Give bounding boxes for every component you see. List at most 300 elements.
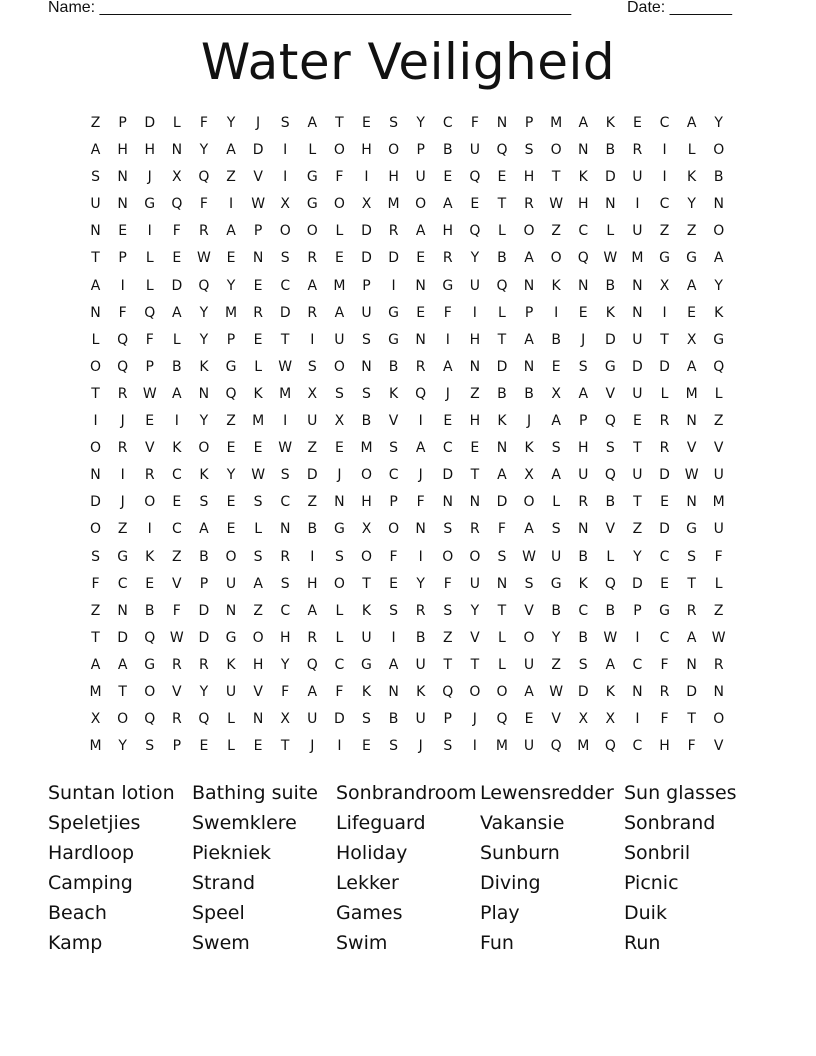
grid-letter: K <box>145 548 155 565</box>
grid-letter: A <box>605 656 616 673</box>
word-list-item: Play <box>480 902 520 924</box>
grid-letter: Q <box>144 304 156 321</box>
grid-letter: C <box>442 440 453 457</box>
grid-letter: W <box>549 196 564 213</box>
grid-letter: O <box>279 223 291 240</box>
grid-letter: U <box>551 548 562 565</box>
grid-letter: A <box>686 277 697 294</box>
grid-letter: C <box>171 467 182 484</box>
grid-letter: G <box>306 169 318 186</box>
grid-letter: D <box>659 467 670 484</box>
grid-letter: X <box>578 711 589 728</box>
grid-letter: S <box>145 738 155 755</box>
grid-letter: M <box>360 440 373 457</box>
grid-letter: L <box>687 142 696 159</box>
grid-letter: O <box>388 521 400 538</box>
grid-letter: B <box>578 548 589 565</box>
grid-letter: I <box>228 196 234 213</box>
grid-letter: D <box>279 304 291 321</box>
grid-letter: D <box>604 169 616 186</box>
grid-letter: Y <box>551 629 561 646</box>
grid-letter: S <box>199 494 209 511</box>
grid-letter: P <box>145 358 154 375</box>
grid-letter: Q <box>144 629 156 646</box>
grid-letter: L <box>335 602 344 619</box>
grid-letter: J <box>120 494 125 511</box>
grid-letter: U <box>90 196 101 213</box>
grid-letter: U <box>307 413 318 430</box>
grid-letter: W <box>603 629 618 646</box>
grid-letter: K <box>172 440 182 457</box>
grid-letter: A <box>442 196 453 213</box>
grid-letter: B <box>388 358 399 375</box>
grid-letter: T <box>687 711 696 728</box>
grid-letter: G <box>550 575 562 592</box>
grid-letter: L <box>498 656 506 673</box>
grid-letter: W <box>711 629 726 646</box>
grid-letter: N <box>279 521 291 538</box>
grid-letter: K <box>361 683 372 700</box>
grid-letter: J <box>581 331 586 348</box>
grid-letter: U <box>469 277 480 294</box>
grid-letter: I <box>554 304 559 321</box>
grid-letter: L <box>498 304 506 321</box>
grid-letter: K <box>605 304 615 321</box>
grid-letter: D <box>442 467 454 484</box>
grid-letter: Z <box>90 115 101 131</box>
grid-letter: K <box>199 467 209 484</box>
grid-letter: N <box>90 467 101 484</box>
grid-letter: A <box>307 683 318 700</box>
grid-letter: A <box>713 250 724 267</box>
grid-letter: M <box>550 115 563 131</box>
grid-letter: B <box>551 602 561 619</box>
grid-letter: Q <box>496 277 508 294</box>
grid-letter: B <box>605 494 616 511</box>
grid-letter: K <box>578 169 588 186</box>
grid-letter: F <box>389 548 398 565</box>
grid-letter: G <box>225 358 237 375</box>
grid-letter: R <box>307 304 318 321</box>
grid-letter: P <box>524 304 534 321</box>
grid-letter: E <box>362 115 371 131</box>
word-list-item: Strand <box>192 872 256 894</box>
grid-letter: R <box>632 142 643 159</box>
grid-letter: B <box>442 142 453 159</box>
grid-letter: G <box>442 277 454 294</box>
grid-letter: Q <box>415 385 427 402</box>
word-list-item: Games <box>336 902 403 924</box>
grid-letter: N <box>632 304 643 321</box>
grid-letter: E <box>334 440 344 457</box>
grid-letter: Q <box>198 169 210 186</box>
grid-letter: D <box>171 277 183 294</box>
grid-letter: F <box>172 602 181 619</box>
grid-letter: M <box>89 738 102 755</box>
grid-letter: H <box>523 169 535 186</box>
grid-letter: K <box>226 656 236 673</box>
grid-letter: A <box>90 656 101 673</box>
grid-letter: R <box>117 385 128 402</box>
grid-letter: S <box>280 115 290 131</box>
grid-letter: B <box>361 413 372 430</box>
word-list-item: Camping <box>48 872 133 894</box>
grid-letter: I <box>120 277 125 294</box>
grid-letter: N <box>632 683 643 700</box>
grid-letter: L <box>172 115 181 131</box>
grid-letter: E <box>578 304 588 321</box>
grid-letter: U <box>632 223 643 240</box>
grid-letter: I <box>147 223 152 240</box>
grid-letter: E <box>524 711 534 728</box>
grid-letter: Y <box>199 142 209 159</box>
grid-letter: Z <box>172 548 182 565</box>
grid-letter: C <box>334 656 345 673</box>
grid-letter: H <box>361 142 372 159</box>
grid-letter: R <box>280 548 291 565</box>
grid-letter: D <box>306 467 318 484</box>
grid-letter: L <box>227 738 235 755</box>
grid-letter: S <box>334 548 344 565</box>
grid-letter: B <box>497 250 507 267</box>
grid-letter: U <box>713 467 724 484</box>
grid-letter: O <box>713 711 725 728</box>
grid-letter: J <box>418 738 423 755</box>
grid-letter: V <box>253 169 263 186</box>
grid-letter: A <box>578 385 589 402</box>
grid-letter: Q <box>604 575 616 592</box>
grid-letter: E <box>226 521 236 538</box>
grid-letter: V <box>470 629 480 646</box>
grid-letter: N <box>686 494 697 511</box>
grid-letter: V <box>713 738 724 755</box>
grid-letter: Y <box>687 196 696 213</box>
grid-letter: S <box>253 548 263 565</box>
grid-letter: T <box>91 385 100 402</box>
grid-letter: E <box>470 196 480 213</box>
grid-letter: X <box>686 331 697 348</box>
grid-letter: J <box>418 467 423 484</box>
grid-letter: F <box>172 223 181 240</box>
grid-letter: F <box>687 738 696 755</box>
grid-letter: A <box>415 223 426 240</box>
grid-letter: C <box>659 548 670 565</box>
grid-letter: R <box>469 521 480 538</box>
grid-letter: L <box>498 629 506 646</box>
grid-letter: R <box>171 656 182 673</box>
grid-letter: U <box>415 169 426 186</box>
grid-letter: Z <box>117 521 128 538</box>
grid-letter: L <box>145 277 154 294</box>
grid-letter: U <box>415 711 426 728</box>
grid-letter: F <box>660 711 669 728</box>
grid-letter: X <box>524 467 534 484</box>
grid-letter: N <box>469 494 481 511</box>
grid-letter: G <box>659 250 670 267</box>
grid-letter: N <box>496 575 508 592</box>
grid-letter: T <box>551 169 561 186</box>
grid-letter: R <box>578 494 589 511</box>
grid-letter: E <box>253 440 263 457</box>
grid-letter: S <box>578 656 588 673</box>
grid-letter: Z <box>470 385 480 402</box>
grid-letter: Q <box>604 467 616 484</box>
grid-letter: O <box>252 629 264 646</box>
grid-letter: M <box>387 196 400 213</box>
word-list-item: Swemklere <box>192 812 297 834</box>
grid-letter: O <box>360 467 372 484</box>
grid-letter: N <box>632 277 643 294</box>
grid-letter: N <box>442 494 453 511</box>
grid-letter: B <box>551 331 561 348</box>
word-list-item: Fun <box>480 932 514 954</box>
grid-letter: T <box>280 331 290 348</box>
grid-letter: H <box>279 629 291 646</box>
grid-letter: T <box>497 602 507 619</box>
grid-letter: Q <box>198 711 210 728</box>
grid-letter: L <box>335 629 344 646</box>
grid-letter: G <box>306 196 318 213</box>
grid-letter: N <box>117 196 128 213</box>
grid-letter: A <box>686 358 697 375</box>
grid-letter: X <box>280 196 290 213</box>
grid-letter: U <box>361 629 372 646</box>
grid-letter: I <box>662 142 667 159</box>
grid-letter: S <box>524 575 534 592</box>
grid-letter: Y <box>416 575 425 592</box>
grid-letter: J <box>256 115 261 131</box>
grid-letter: S <box>389 440 399 457</box>
grid-letter: Y <box>226 467 236 484</box>
grid-letter: K <box>497 413 507 430</box>
grid-letter: E <box>145 413 155 430</box>
grid-letter: E <box>660 575 669 592</box>
grid-letter: L <box>91 331 100 348</box>
grid-letter: D <box>577 683 589 700</box>
grid-letter: S <box>362 711 371 728</box>
grid-letter: J <box>472 711 477 728</box>
grid-letter: M <box>577 738 590 755</box>
grid-letter: Q <box>469 223 481 240</box>
grid-letter: C <box>578 602 589 619</box>
grid-letter: H <box>469 413 481 430</box>
grid-letter: M <box>333 277 346 294</box>
grid-letter: U <box>632 331 643 348</box>
grid-letter: A <box>226 223 236 240</box>
grid-letter: S <box>524 142 534 159</box>
grid-letter: I <box>472 304 477 321</box>
grid-letter: O <box>333 575 345 592</box>
grid-letter: D <box>334 711 345 728</box>
grid-letter: T <box>497 196 507 213</box>
grid-letter: T <box>633 494 642 511</box>
grid-letter: F <box>714 548 723 565</box>
grid-letter: X <box>334 413 345 430</box>
grid-letter: C <box>388 467 399 484</box>
grid-letter: G <box>144 656 156 673</box>
grid-letter: G <box>604 358 616 375</box>
grid-letter: E <box>172 494 182 511</box>
grid-letter: E <box>443 413 453 430</box>
grid-letter: S <box>443 602 453 619</box>
grid-letter: Y <box>714 115 723 131</box>
grid-letter: C <box>578 223 589 240</box>
grid-letter: I <box>337 738 342 755</box>
grid-letter: D <box>659 521 670 538</box>
date-field-label: Date: _______ <box>627 0 732 16</box>
grid-letter: V <box>144 440 155 457</box>
grid-letter: O <box>713 223 725 240</box>
grid-letter: R <box>415 602 426 619</box>
grid-letter: R <box>415 358 426 375</box>
word-list-item: Sonbrand <box>624 812 716 834</box>
grid-letter: B <box>605 277 616 294</box>
grid-letter: A <box>172 385 182 402</box>
grid-letter: E <box>226 440 236 457</box>
grid-letter: A <box>524 331 534 348</box>
grid-letter: F <box>497 521 506 538</box>
grid-letter: E <box>416 250 426 267</box>
grid-letter: E <box>362 738 371 755</box>
grid-letter: C <box>632 656 643 673</box>
grid-letter: D <box>388 250 399 267</box>
grid-letter: V <box>713 440 724 457</box>
grid-letter: C <box>659 629 670 646</box>
grid-letter: I <box>418 548 423 565</box>
grid-letter: S <box>334 385 344 402</box>
grid-letter: N <box>577 142 589 159</box>
grid-letter: F <box>443 575 452 592</box>
grid-letter: Z <box>253 602 263 619</box>
grid-letter: F <box>199 196 208 213</box>
grid-letter: W <box>522 548 536 565</box>
header-line <box>48 0 768 19</box>
grid-letter: W <box>197 250 211 267</box>
grid-letter: E <box>253 738 263 755</box>
grid-letter: E <box>172 250 182 267</box>
grid-letter: I <box>147 521 152 538</box>
grid-letter: Q <box>117 358 129 375</box>
grid-letter: S <box>91 548 100 565</box>
grid-letter: Q <box>198 277 210 294</box>
grid-letter: T <box>362 575 371 592</box>
grid-letter: M <box>89 683 102 700</box>
grid-letter: X <box>551 385 561 402</box>
grid-letter: H <box>659 738 670 755</box>
grid-letter: S <box>362 385 371 402</box>
grid-letter: B <box>388 711 399 728</box>
grid-letter: H <box>252 656 264 673</box>
grid-letter: K <box>605 683 615 700</box>
grid-letter: H <box>307 575 318 592</box>
grid-letter: A <box>388 656 399 673</box>
grid-letter: X <box>659 277 670 294</box>
grid-letter: K <box>714 304 724 321</box>
grid-letter: M <box>631 250 644 267</box>
grid-letter: S <box>551 521 561 538</box>
grid-letter: K <box>551 277 561 294</box>
grid-letter: K <box>388 385 399 402</box>
grid-letter: G <box>225 629 237 646</box>
grid-letter: Y <box>226 115 236 131</box>
grid-letter: E <box>632 115 642 131</box>
word-list-item: Speel <box>192 902 245 924</box>
grid-letter: C <box>280 277 291 294</box>
grid-letter: G <box>713 331 725 348</box>
grid-letter: L <box>145 250 154 267</box>
grid-letter: T <box>633 440 642 457</box>
grid-letter: R <box>171 711 182 728</box>
grid-letter: W <box>142 385 157 402</box>
word-list-item: Lifeguard <box>336 812 426 834</box>
grid-letter: N <box>252 711 264 728</box>
grid-letter: Y <box>714 277 723 294</box>
grid-letter: M <box>712 494 725 511</box>
grid-letter: N <box>469 358 481 375</box>
grid-letter: T <box>470 467 480 484</box>
grid-letter: I <box>283 142 288 159</box>
grid-letter: C <box>280 602 291 619</box>
grid-letter: V <box>172 683 182 700</box>
grid-letter: O <box>333 142 345 159</box>
grid-letter: E <box>551 358 561 375</box>
grid-letter: U <box>469 575 480 592</box>
grid-letter: A <box>497 467 507 484</box>
grid-letter: I <box>635 629 640 646</box>
grid-letter: J <box>526 413 532 430</box>
grid-letter: L <box>254 358 263 375</box>
letter-grid <box>82 110 732 760</box>
grid-letter: N <box>713 683 724 700</box>
grid-letter: T <box>660 331 669 348</box>
grid-letter: K <box>199 358 209 375</box>
grid-letter: G <box>686 250 698 267</box>
grid-letter: E <box>253 277 263 294</box>
grid-letter: U <box>713 521 724 538</box>
word-list-item: Sonbril <box>624 842 691 864</box>
grid-letter: O <box>144 494 156 511</box>
grid-letter: U <box>632 385 643 402</box>
grid-letter: A <box>686 115 697 131</box>
grid-letter: K <box>416 683 426 700</box>
grid-letter: P <box>416 142 425 159</box>
grid-letter: T <box>443 656 453 673</box>
grid-letter: W <box>549 683 564 700</box>
grid-letter: Z <box>551 223 561 240</box>
word-list-item: Duik <box>624 902 667 924</box>
grid-letter: D <box>496 494 508 511</box>
grid-letter: R <box>144 467 155 484</box>
grid-letter: L <box>498 223 506 240</box>
grid-letter: Z <box>551 656 561 673</box>
grid-letter: V <box>686 440 697 457</box>
grid-letter: I <box>310 331 315 348</box>
grid-letter: S <box>91 169 100 186</box>
grid-letter: S <box>497 548 507 565</box>
grid-letter: Q <box>496 142 508 159</box>
grid-letter: E <box>334 250 344 267</box>
grid-letter: W <box>278 358 293 375</box>
grid-letter: W <box>684 467 699 484</box>
grid-letter: O <box>117 711 129 728</box>
grid-letter: T <box>497 331 507 348</box>
grid-letter: U <box>334 331 345 348</box>
name-field-label: Name: _____________________________________________________ <box>48 0 572 16</box>
page-title: Water Veiligheid <box>200 33 616 91</box>
grid-letter: A <box>307 277 318 294</box>
grid-letter: B <box>578 629 589 646</box>
word-list-item: Suntan lotion <box>48 782 175 804</box>
